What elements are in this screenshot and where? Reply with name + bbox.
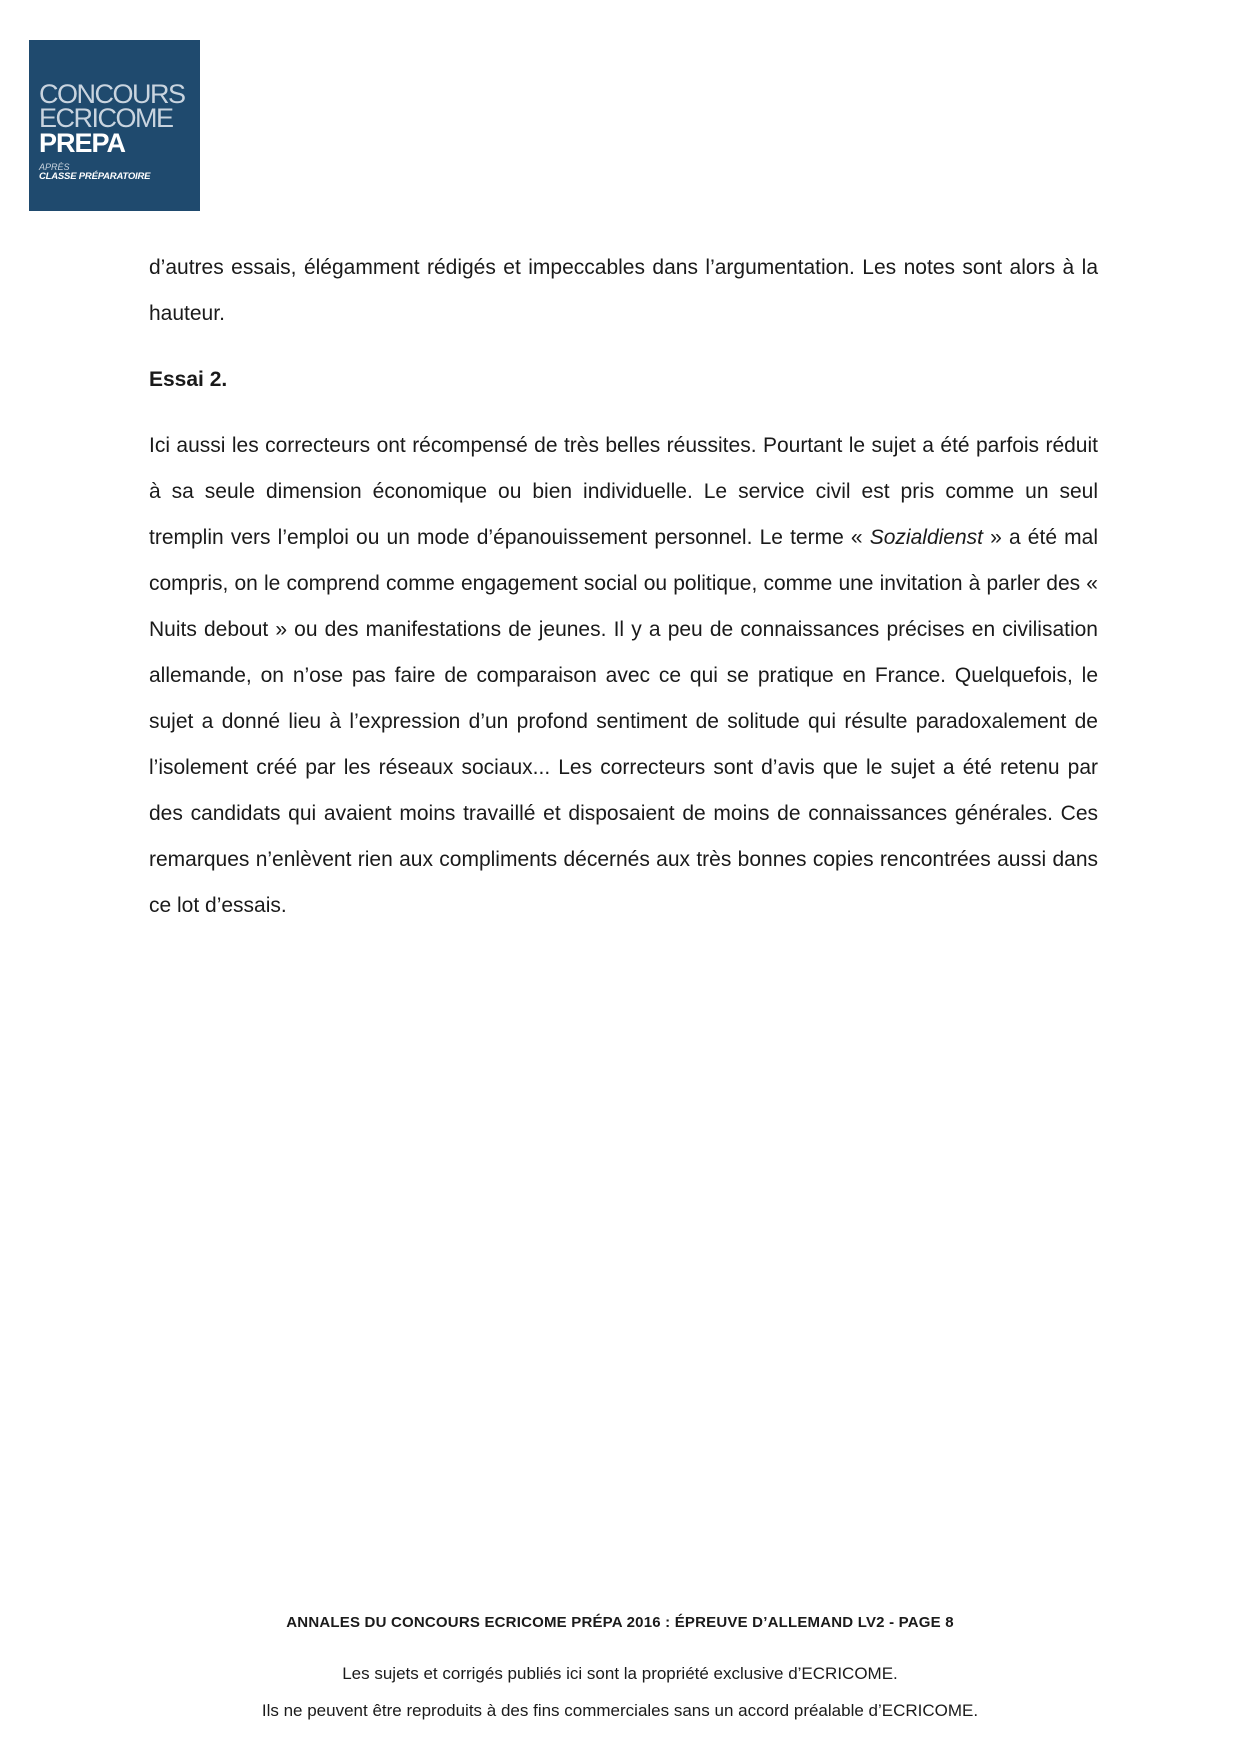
document-body	[149, 245, 1098, 929]
footer-copyright-line: Les sujets et corrigés publiés ici sont la propriété exclusive d’ECRICOME.	[342, 1664, 898, 1683]
paragraph-essai-2	[149, 423, 1098, 929]
footer-title: ANNALES DU CONCOURS ECRICOME PRÉPA 2016 : ÉPREUVE D’ALLEMAND LV2 - PAGE 8	[286, 1614, 954, 1631]
paragraph-text: Ici aussi les correcteurs ont récompensé de très belles réussites. Pourtant le sujet a été parfois réduit à sa seule dimension économique ou bien individuelle. Le service civil est pris comme un seul tremplin vers l’emploi ou un mode d’épanouissement personnel. Le terme «	[149, 434, 1098, 549]
logo-line-classe-preparatoire: CLASSE PRÉPARATOIRE	[39, 171, 151, 182]
paragraph-continuation: d’autres essais, élégamment rédigés et impeccables dans l’argumentation. Les notes sont alors à la hauteur.	[149, 256, 1098, 325]
logo-line-ecricome: ECRICOME	[39, 103, 173, 133]
logo-line-prepa: PREPA	[39, 128, 126, 158]
footer-reproduction-line: Ils ne peuvent être reproduits à des fins commerciales sans un accord préalable d’ECRICOME.	[261, 1701, 979, 1720]
section-heading-essai-2: Essai 2.	[149, 368, 228, 391]
logo-line-apres: APRÈS	[39, 162, 70, 172]
italic-term: Sozialdienst	[869, 526, 983, 549]
paragraph-text: » a été mal compris, on le comprend comme engagement social ou politique, comme une invitation à parler des « Nuits debout » ou des manifestations de jeunes. Il y a peu de connaissances précises en civilisation allemande, on n’ose pas faire de comparaison avec ce qui se pratique en France. Quelquefois, le sujet a donné lieu à l’expression d’un profond sentiment de solitude qui résulte paradoxalement de l’isolement créé par les réseaux sociaux... Les correcteurs sont d’avis que le sujet a été retenu par des candidats qui avaient moins travaillé et disposaient de moins de connaissances générales. Ces remarques n’enlèvent rien aux compliments décernés aux très bonnes copies rencontrées aussi dans ce lot d’essais.	[149, 526, 1098, 917]
ecricome-logo	[29, 40, 200, 211]
logo-line-concours: CONCOURS	[39, 79, 185, 109]
